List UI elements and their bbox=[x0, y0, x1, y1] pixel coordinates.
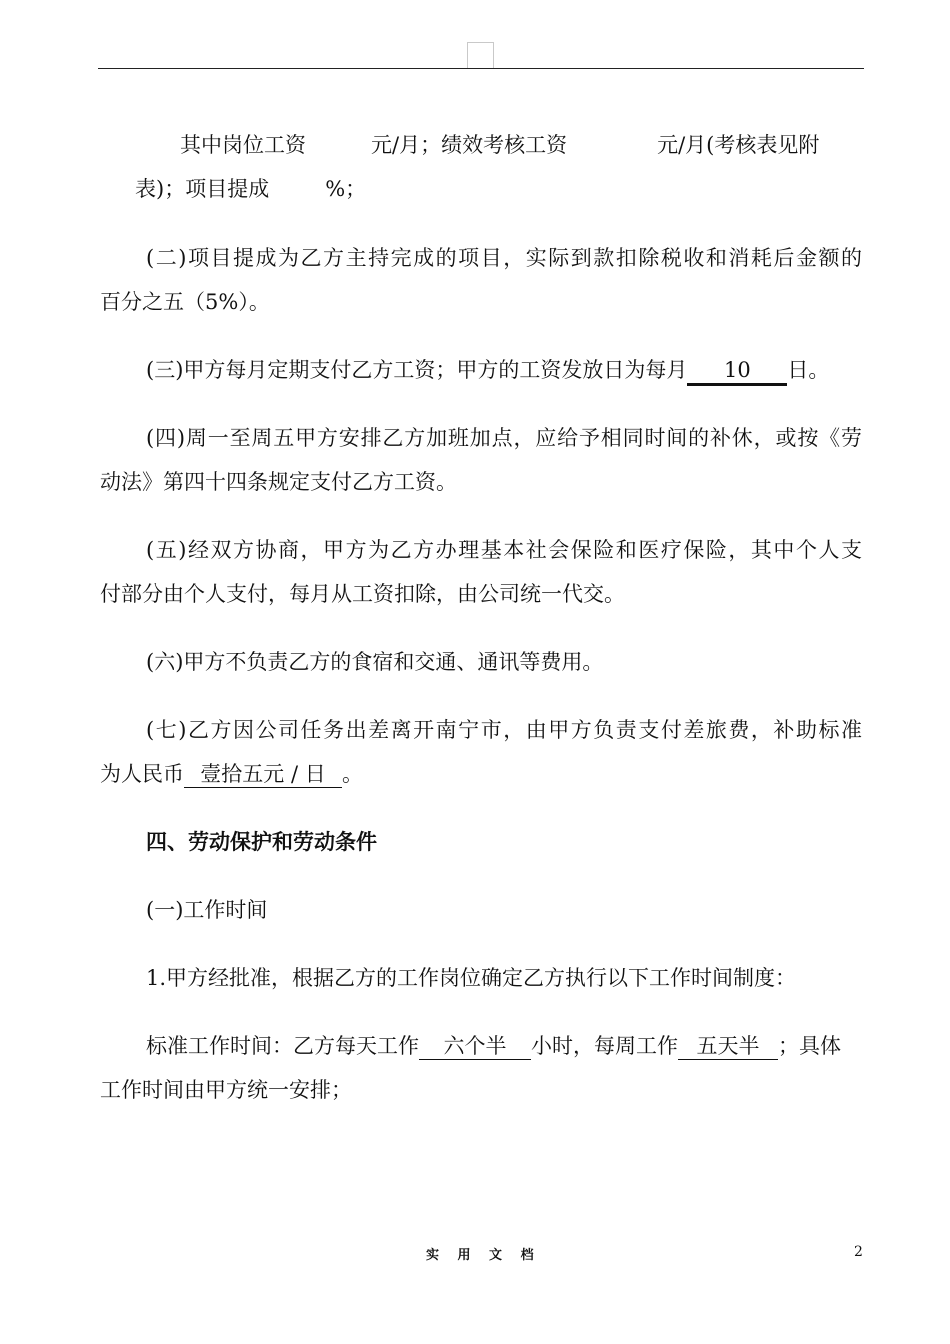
clause-7-line-1: (七)乙方因公司任务出差离开南宁市，由甲方负责支付差旅费，补助标准 bbox=[146, 718, 862, 742]
header-rule bbox=[98, 68, 864, 69]
working-time-subheading: (一)工作时间 bbox=[146, 898, 268, 922]
standard-hours-label: 标准工作时间：乙方每天工作 bbox=[146, 1034, 419, 1058]
salary-line-1 bbox=[180, 130, 819, 160]
clause-7-line-2 bbox=[100, 759, 363, 789]
clause-3 bbox=[146, 355, 829, 386]
weekly-days-field: 五天半 bbox=[678, 1033, 778, 1060]
clause-2-line-1: (二)项目提成为乙方主持完成的项目，实际到款扣除税收和消耗后金额的 bbox=[146, 246, 862, 270]
commission-unit: %； bbox=[325, 177, 367, 201]
salary-post-label: 其中岗位工资 bbox=[180, 133, 306, 157]
header-box bbox=[467, 42, 494, 68]
clause-5-line-2: 付部分由个人支付，每月从工资扣除，由公司统一代交。 bbox=[100, 582, 625, 606]
clause-3-end: 日。 bbox=[787, 358, 830, 382]
travel-allowance-field: 壹拾五元 / 日 bbox=[184, 761, 342, 788]
commission-label: 表)；项目提成 bbox=[135, 177, 270, 201]
salary-line-2 bbox=[135, 174, 366, 204]
clause-6: (六)甲方不负责乙方的食宿和交通、通讯等费用。 bbox=[146, 650, 604, 674]
standard-hours-line-1 bbox=[146, 1031, 841, 1061]
section-4-heading: 四、劳动保护和劳动条件 bbox=[146, 829, 377, 854]
clause-4-line-2: 动法》第四十四条规定支付乙方工资。 bbox=[100, 470, 457, 494]
clause-3-text: (三)甲方每月定期支付乙方工资；甲方的工资发放日为每月 bbox=[146, 358, 688, 382]
salary-perf-label: 元/月；绩效考核工资 bbox=[371, 133, 568, 157]
clause-7-end: 。 bbox=[342, 762, 363, 786]
standard-hours-tail: ；具体 bbox=[778, 1034, 841, 1058]
clause-2-line-2: 百分之五（5%）。 bbox=[100, 290, 270, 314]
pay-day-field: 10 bbox=[687, 357, 787, 386]
footer-label: 实 用 文 档 bbox=[426, 1248, 541, 1263]
clause-5-line-1: (五)经双方协商，甲方为乙方办理基本社会保险和医疗保险，其中个人支 bbox=[146, 538, 862, 562]
page-number: 2 bbox=[854, 1244, 863, 1260]
weekly-label: 小时，每周工作 bbox=[531, 1034, 678, 1058]
standard-hours-line-2: 工作时间由甲方统一安排； bbox=[100, 1078, 352, 1102]
item-1: 1.甲方经批准，根据乙方的工作岗位确定乙方执行以下工作时间制度： bbox=[146, 966, 797, 990]
clause-4-line-1: (四)周一至周五甲方安排乙方加班加点，应给予相同时间的补休，或按《劳 bbox=[146, 426, 862, 450]
daily-hours-field: 六个半 bbox=[419, 1033, 531, 1060]
salary-perf-unit: 元/月(考核表见附 bbox=[657, 133, 820, 157]
clause-7-prefix: 为人民币 bbox=[100, 762, 184, 786]
